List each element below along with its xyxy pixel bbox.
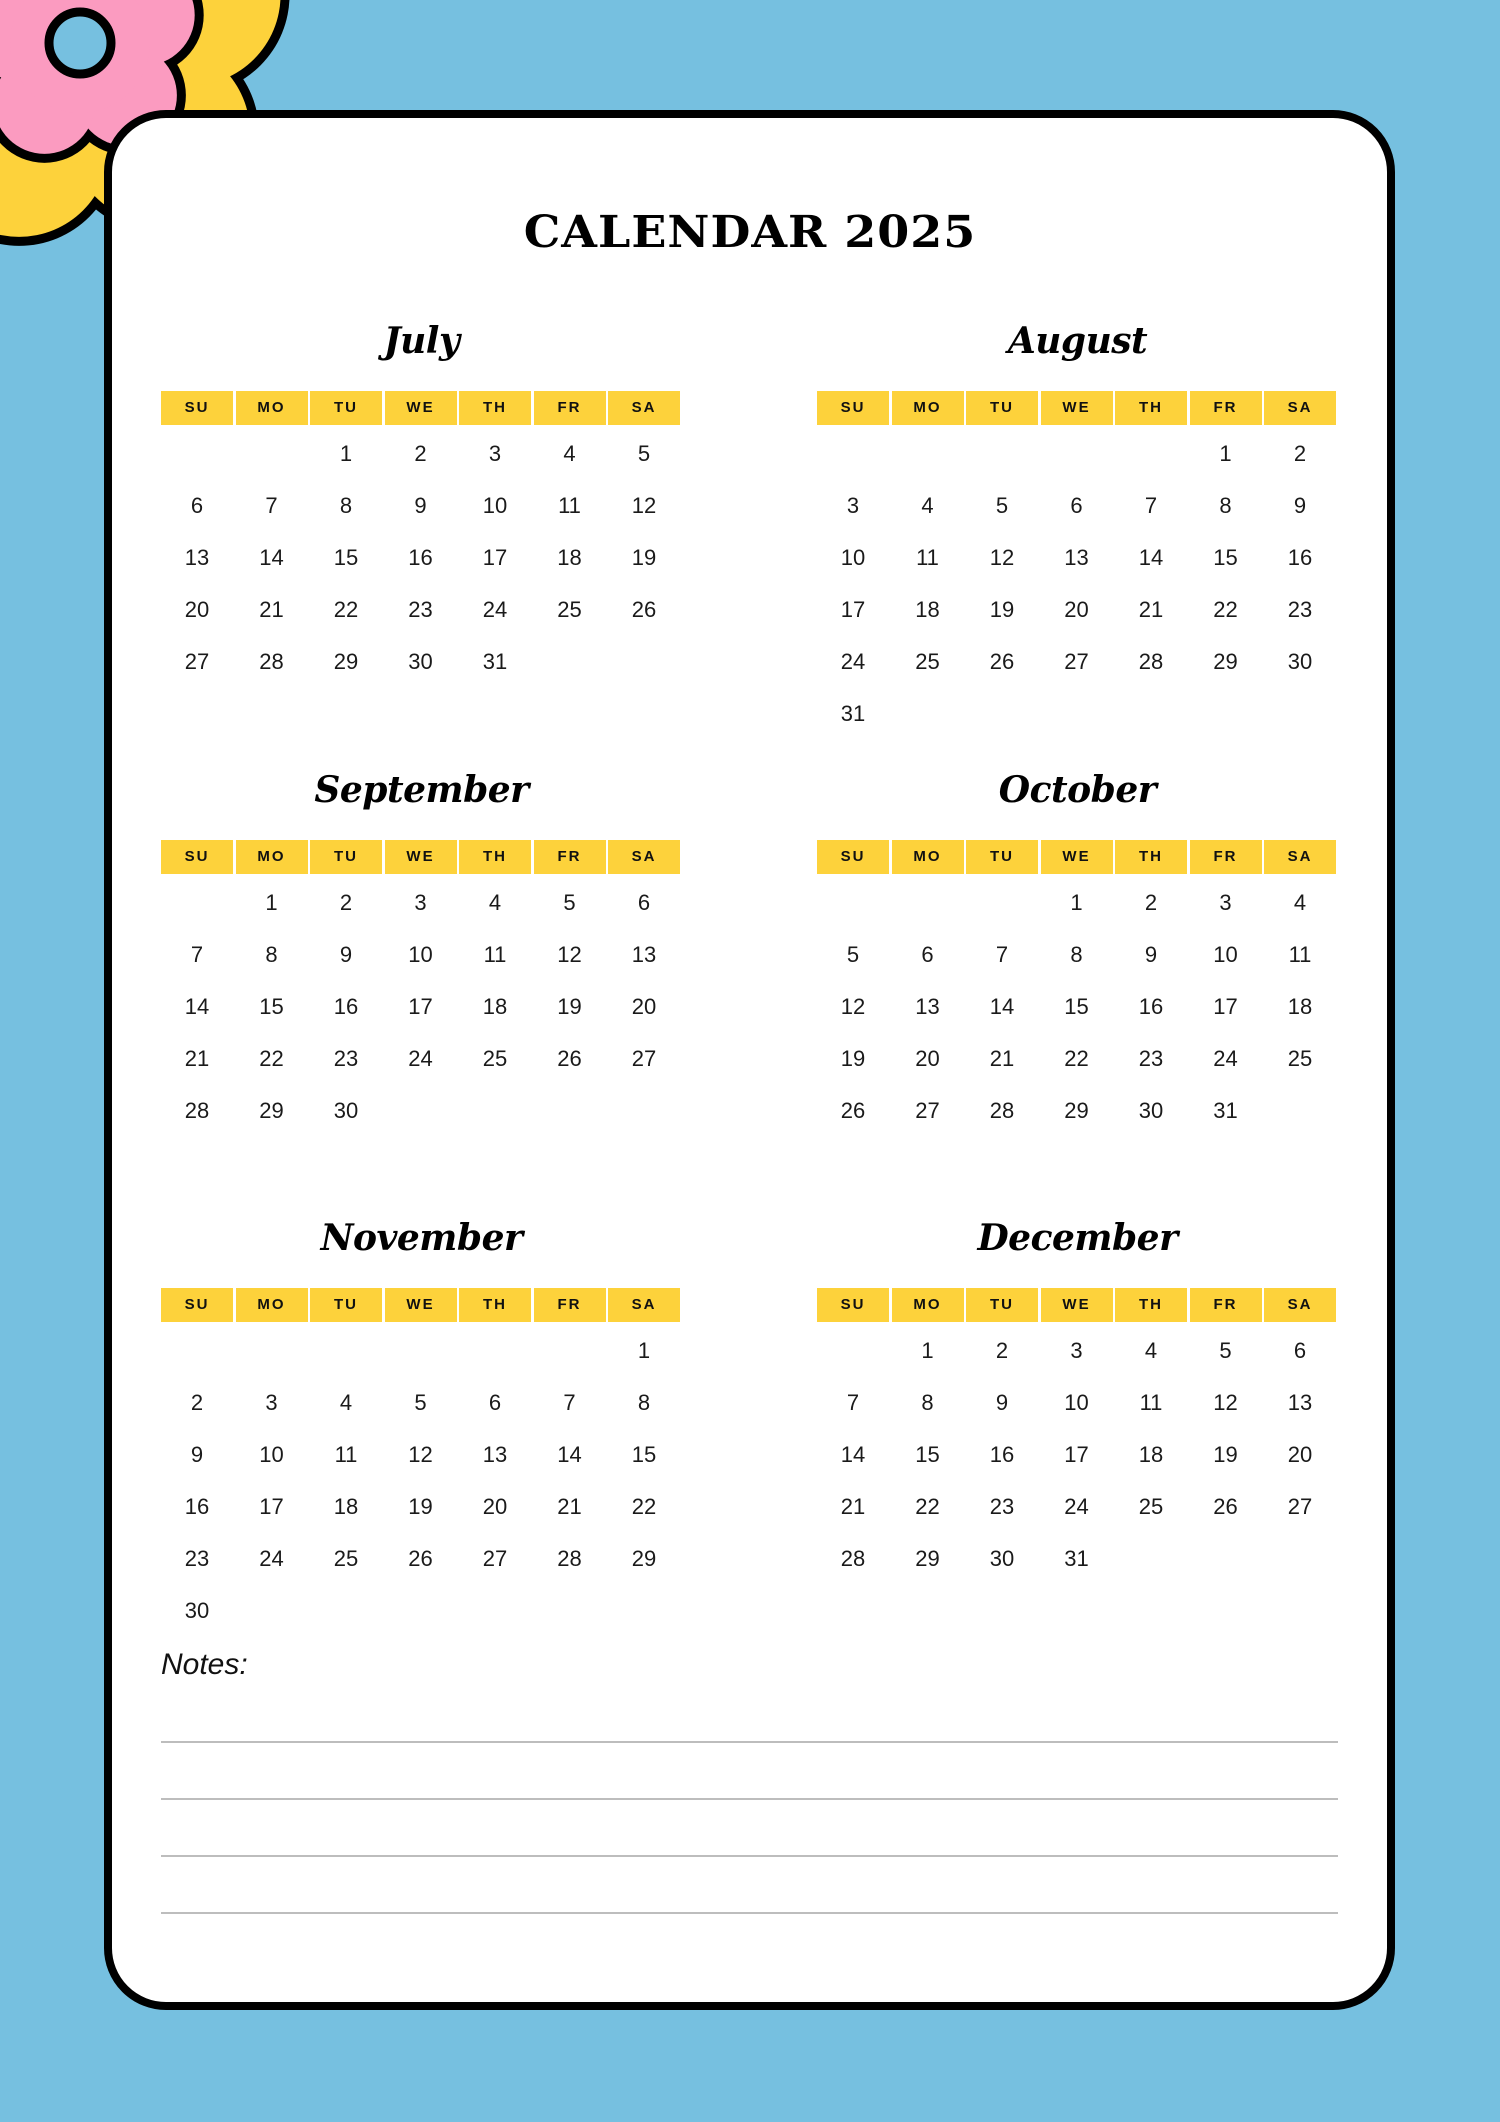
day-cell: 21 [557,1494,582,1519]
empty-day-cell [966,428,1038,480]
day-cell: 19 [989,597,1015,622]
empty-day-cell [459,1325,531,1377]
day-cell: 22 [1064,1046,1089,1071]
day-cell: 26 [989,649,1015,674]
day-cell: 14 [557,1442,582,1467]
weekday-header: SU [817,840,889,874]
day-cell: 2 [1144,890,1158,915]
day-cell: 27 [1287,1494,1313,1519]
day-cell: 22 [631,1494,657,1519]
day-cell: 22 [1213,597,1238,622]
day-cell: 6 [488,1390,502,1415]
weekday-header: WE [1041,391,1113,425]
day-cell: 20 [1064,597,1089,622]
day-cell: 1 [1219,441,1232,466]
day-cell: 9 [190,1442,204,1467]
day-cell: 7 [265,493,278,518]
day-cell: 14 [840,1442,866,1467]
weekday-header: MO [892,840,964,874]
day-cell: 31 [1064,1546,1089,1571]
month-title: August [1007,320,1148,362]
day-cell: 18 [1287,994,1313,1019]
weekday-header: SA [1264,1288,1336,1322]
weekday-header: TH [1115,840,1187,874]
day-cell: 26 [840,1098,866,1123]
empty-day-cell [161,428,233,480]
weekday-header: FR [1190,391,1262,425]
day-cell: 24 [1064,1494,1089,1519]
month-title: September [314,769,529,811]
day-cell: 4 [339,1390,353,1415]
page-title: CALENDAR 2025 [523,206,977,258]
empty-day-cell [161,877,233,929]
day-cell: 25 [557,597,582,622]
day-cell: 8 [1219,493,1232,518]
day-cell: 2 [414,441,427,466]
day-cell: 13 [184,545,210,570]
day-cell: 24 [259,1546,284,1571]
day-cell: 1 [637,1338,651,1363]
day-cell: 1 [921,1338,934,1363]
day-cell: 7 [995,942,1009,967]
day-grid [161,1325,682,1637]
weekday-header: WE [385,1288,457,1322]
day-cell: 3 [488,441,502,466]
day-cell: 12 [989,545,1015,570]
day-cell: 6 [1293,1338,1307,1363]
month-title: October [998,769,1157,811]
day-cell: 9 [1293,493,1307,518]
day-cell: 26 [408,1546,433,1571]
day-cell: 29 [259,1098,284,1123]
day-cell: 30 [333,1098,359,1123]
note-line [161,1912,1338,1914]
day-cell: 14 [989,994,1015,1019]
day-cell: 27 [184,649,210,674]
day-cell: 18 [1138,1442,1164,1467]
day-cell: 6 [1070,493,1083,518]
weekday-header: TU [310,391,382,425]
day-cell: 18 [557,545,582,570]
day-cell: 28 [989,1098,1015,1123]
day-cell: 10 [1213,942,1238,967]
day-cell: 12 [557,942,582,967]
day-cell: 12 [1213,1390,1238,1415]
day-cell: 29 [1064,1098,1089,1123]
day-cell: 4 [1144,1338,1158,1363]
empty-day-cell [892,877,964,929]
day-cell: 1 [265,890,278,915]
day-cell: 11 [483,942,507,967]
day-cell: 10 [840,545,866,570]
day-cell: 4 [921,493,934,518]
weekday-header-row [161,391,682,425]
day-cell: 26 [557,1046,582,1071]
day-cell: 2 [995,1338,1009,1363]
day-cell: 22 [915,1494,940,1519]
day-cell: 17 [1064,1442,1089,1467]
day-cell: 7 [563,1390,576,1415]
day-cell: 17 [259,1494,284,1519]
day-cell: 20 [631,994,657,1019]
day-cell: 17 [840,597,866,622]
day-grid [817,877,1338,1137]
day-cell: 29 [333,649,359,674]
weekday-header: TU [966,391,1038,425]
weekday-header: FR [1190,840,1262,874]
day-cell: 6 [921,942,934,967]
day-cell: 16 [1287,545,1313,570]
day-grid [817,428,1338,740]
weekday-header: MO [236,1288,308,1322]
day-cell: 30 [184,1598,210,1623]
day-cell: 9 [995,1390,1009,1415]
month-title: December [977,1217,1178,1259]
day-cell: 28 [1138,649,1164,674]
day-cell: 5 [637,441,651,466]
weekday-header: FR [534,840,606,874]
day-cell: 4 [1293,890,1307,915]
day-cell: 25 [482,1046,508,1071]
weekday-header: FR [534,391,606,425]
weekday-header: WE [385,391,457,425]
day-cell: 16 [989,1442,1015,1467]
note-line [161,1798,1338,1800]
day-cell: 8 [637,1390,651,1415]
day-cell: 12 [631,493,657,518]
day-cell: 17 [408,994,433,1019]
weekday-header: TH [1115,1288,1187,1322]
day-cell: 27 [482,1546,508,1571]
day-cell: 2 [190,1390,204,1415]
day-cell: 17 [1213,994,1238,1019]
month-title: November [320,1217,523,1259]
day-cell: 19 [631,545,657,570]
weekday-header: TU [310,1288,382,1322]
day-cell: 7 [846,1390,860,1415]
weekday-header: MO [236,391,308,425]
empty-day-cell [892,428,964,480]
day-cell: 12 [840,994,866,1019]
day-cell: 19 [840,1046,866,1071]
weekday-header: SU [817,391,889,425]
month-title: July [383,320,460,362]
weekday-header: SA [1264,840,1336,874]
day-cell: 21 [840,1494,866,1519]
empty-day-cell [817,877,889,929]
day-cell: 28 [184,1098,210,1123]
empty-day-cell [1115,428,1187,480]
day-cell: 3 [1070,1338,1083,1363]
day-cell: 25 [1287,1046,1313,1071]
weekday-header: TU [966,1288,1038,1322]
weekday-header: SU [817,1288,889,1322]
day-cell: 29 [915,1546,940,1571]
day-cell: 31 [1213,1098,1238,1123]
day-cell: 27 [1064,649,1089,674]
day-cell: 24 [1213,1046,1238,1071]
day-cell: 9 [414,493,427,518]
day-cell: 23 [184,1546,210,1571]
empty-day-cell [1041,428,1113,480]
day-cell: 2 [339,890,353,915]
day-cell: 25 [1138,1494,1164,1519]
day-cell: 2 [1293,441,1307,466]
weekday-header: TU [966,840,1038,874]
day-cell: 30 [408,649,433,674]
day-cell: 8 [265,942,278,967]
notes-label: Notes: [161,1648,248,1681]
day-cell: 20 [184,597,210,622]
day-cell: 10 [1064,1390,1089,1415]
day-cell: 20 [915,1046,940,1071]
day-cell: 16 [333,994,359,1019]
empty-day-cell [236,428,308,480]
day-cell: 11 [334,1442,358,1467]
day-cell: 11 [1139,1390,1163,1415]
day-cell: 10 [482,493,508,518]
empty-day-cell [161,1325,233,1377]
day-cell: 23 [1287,597,1313,622]
day-cell: 21 [259,597,284,622]
day-cell: 30 [1138,1098,1164,1123]
weekday-header: TH [459,840,531,874]
day-cell: 15 [1064,994,1089,1019]
day-cell: 29 [1213,649,1238,674]
weekday-header: WE [1041,840,1113,874]
day-cell: 31 [840,701,866,726]
day-cell: 28 [840,1546,866,1571]
weekday-header: SA [608,391,680,425]
weekday-header: SU [161,840,233,874]
weekday-header: TH [459,1288,531,1322]
day-cell: 15 [1213,545,1238,570]
weekday-header: WE [1041,1288,1113,1322]
weekday-header: MO [892,1288,964,1322]
day-cell: 5 [846,942,860,967]
day-cell: 3 [414,890,427,915]
weekday-header: FR [1190,1288,1262,1322]
day-cell: 28 [259,649,284,674]
empty-day-cell [236,1325,308,1377]
flower-center-icon [49,12,111,74]
day-cell: 6 [637,890,651,915]
day-cell: 19 [1213,1442,1238,1467]
weekday-header: SU [161,1288,233,1322]
day-cell: 19 [408,1494,433,1519]
day-cell: 13 [482,1442,508,1467]
day-cell: 27 [915,1098,940,1123]
day-grid [161,428,682,688]
day-cell: 5 [563,890,576,915]
day-cell: 1 [1070,890,1083,915]
day-cell: 11 [1288,942,1312,967]
day-cell: 4 [488,890,502,915]
day-cell: 7 [1144,493,1158,518]
day-cell: 24 [840,649,866,674]
day-cell: 11 [916,545,939,570]
day-cell: 20 [482,1494,508,1519]
day-cell: 3 [1219,890,1232,915]
day-cell: 26 [1213,1494,1238,1519]
day-cell: 18 [333,1494,359,1519]
day-cell: 25 [333,1546,359,1571]
day-cell: 18 [915,597,940,622]
weekday-header-row [161,840,682,874]
day-cell: 13 [1287,1390,1313,1415]
weekday-header-row [161,1288,682,1322]
day-cell: 13 [915,994,940,1019]
weekday-header: TH [1115,391,1187,425]
day-cell: 22 [259,1046,284,1071]
day-cell: 17 [482,545,508,570]
day-cell: 8 [1070,942,1083,967]
day-cell: 1 [339,441,353,466]
day-cell: 16 [184,1494,210,1519]
day-cell: 26 [631,597,657,622]
day-cell: 8 [339,493,353,518]
day-grid [161,877,682,1137]
day-cell: 20 [1287,1442,1313,1467]
day-cell: 14 [1138,545,1164,570]
day-cell: 5 [995,493,1009,518]
weekday-header: SA [608,840,680,874]
day-cell: 31 [482,649,508,674]
day-cell: 19 [557,994,582,1019]
empty-day-cell [385,1325,457,1377]
day-cell: 23 [333,1046,359,1071]
day-cell: 10 [259,1442,284,1467]
day-cell: 14 [259,545,284,570]
weekday-header: WE [385,840,457,874]
day-cell: 24 [482,597,508,622]
note-line [161,1855,1338,1857]
day-cell: 28 [557,1546,582,1571]
empty-day-cell [817,428,889,480]
weekday-header: MO [892,391,964,425]
day-cell: 25 [915,649,940,674]
day-cell: 13 [631,942,657,967]
weekday-header-row [817,1288,1338,1322]
weekday-header: TH [459,391,531,425]
day-cell: 15 [333,545,359,570]
day-cell: 30 [1287,649,1313,674]
weekday-header: SA [1264,391,1336,425]
day-cell: 5 [414,1390,427,1415]
day-cell: 10 [408,942,433,967]
day-cell: 23 [1138,1046,1164,1071]
empty-day-cell [310,1325,382,1377]
day-cell: 15 [259,994,284,1019]
weekday-header-row [817,391,1338,425]
day-cell: 8 [921,1390,934,1415]
weekday-header-row [817,840,1338,874]
weekday-header: SA [608,1288,680,1322]
empty-day-cell [534,1325,606,1377]
day-cell: 27 [631,1046,657,1071]
day-cell: 15 [915,1442,940,1467]
day-cell: 3 [265,1390,278,1415]
day-cell: 24 [408,1046,433,1071]
day-cell: 23 [989,1494,1015,1519]
day-cell: 21 [1138,597,1164,622]
day-cell: 21 [184,1046,210,1071]
day-cell: 9 [1144,942,1158,967]
day-cell: 4 [563,441,576,466]
day-cell: 6 [190,493,204,518]
day-cell: 13 [1064,545,1089,570]
day-cell: 22 [333,597,359,622]
empty-day-cell [817,1325,889,1377]
day-cell: 9 [339,942,353,967]
day-cell: 16 [1138,994,1164,1019]
empty-day-cell [966,877,1038,929]
note-line [161,1741,1338,1743]
day-cell: 21 [989,1046,1015,1071]
day-cell: 5 [1219,1338,1232,1363]
day-cell: 12 [408,1442,433,1467]
weekday-header: MO [236,840,308,874]
day-cell: 29 [631,1546,657,1571]
weekday-header: SU [161,391,233,425]
day-cell: 3 [846,493,860,518]
day-cell: 11 [558,493,581,518]
day-cell: 23 [408,597,433,622]
day-cell: 30 [989,1546,1015,1571]
day-cell: 15 [631,1442,657,1467]
day-cell: 16 [408,545,433,570]
day-cell: 7 [190,942,204,967]
day-grid [817,1325,1338,1585]
day-cell: 14 [184,994,210,1019]
weekday-header: TU [310,840,382,874]
weekday-header: FR [534,1288,606,1322]
day-cell: 18 [482,994,508,1019]
